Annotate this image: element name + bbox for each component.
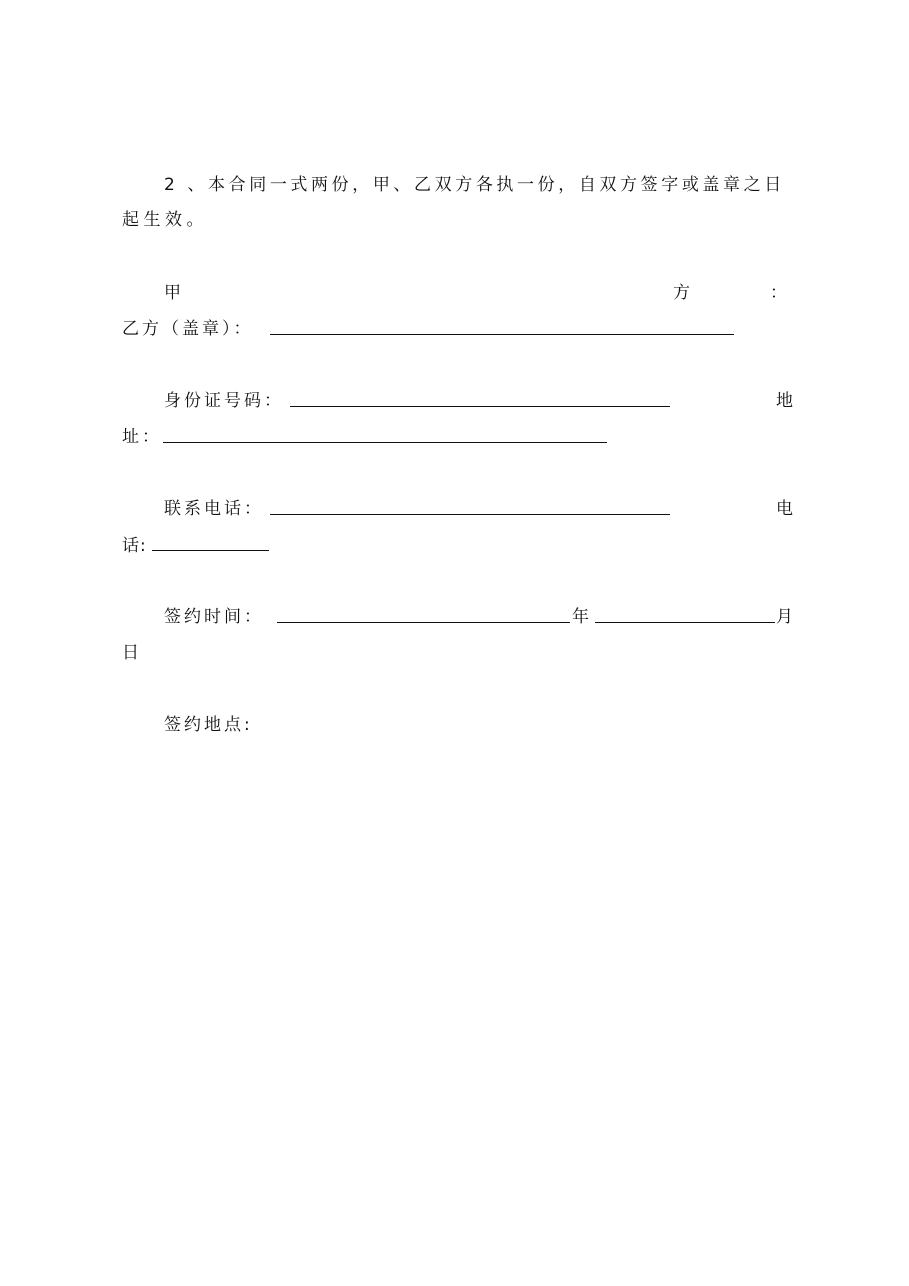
party-a-label-fang: 方 xyxy=(673,283,695,303)
phone-label-first-char: 电 xyxy=(776,499,798,519)
address-label: 址： xyxy=(122,427,162,447)
clause-2-line-1: 2 、本合同一式两份，甲、乙双方各执一份，自双方签字或盖章之日 xyxy=(164,175,785,195)
party-b-label: 乙方（盖章）： xyxy=(122,319,254,339)
address-label-first-char: 地 xyxy=(776,391,798,411)
sign-time-month-char: 月 xyxy=(776,607,798,627)
sign-time-day-char: 日 xyxy=(122,643,144,663)
sign-time-month-blank[interactable] xyxy=(595,622,775,623)
sign-place-label: 签约地点: xyxy=(164,715,253,735)
address-blank[interactable] xyxy=(163,442,607,443)
id-number-blank[interactable] xyxy=(290,406,670,407)
phone-label: 话: xyxy=(122,536,147,556)
party-a-label-jia: 甲 xyxy=(164,283,186,303)
phone-blank[interactable] xyxy=(152,550,269,551)
party-b-signature-blank[interactable] xyxy=(270,334,734,335)
party-a-colon: ： xyxy=(770,283,792,303)
sign-time-year-char: 年 xyxy=(572,607,594,627)
clause-2-line-2: 起生效。 xyxy=(122,210,208,230)
contact-phone-label: 联系电话： xyxy=(164,499,264,519)
id-number-label: 身份证号码： xyxy=(164,391,284,411)
sign-time-label: 签约时间： xyxy=(164,607,264,627)
contact-phone-blank[interactable] xyxy=(270,514,670,515)
sign-time-year-blank[interactable] xyxy=(277,622,570,623)
